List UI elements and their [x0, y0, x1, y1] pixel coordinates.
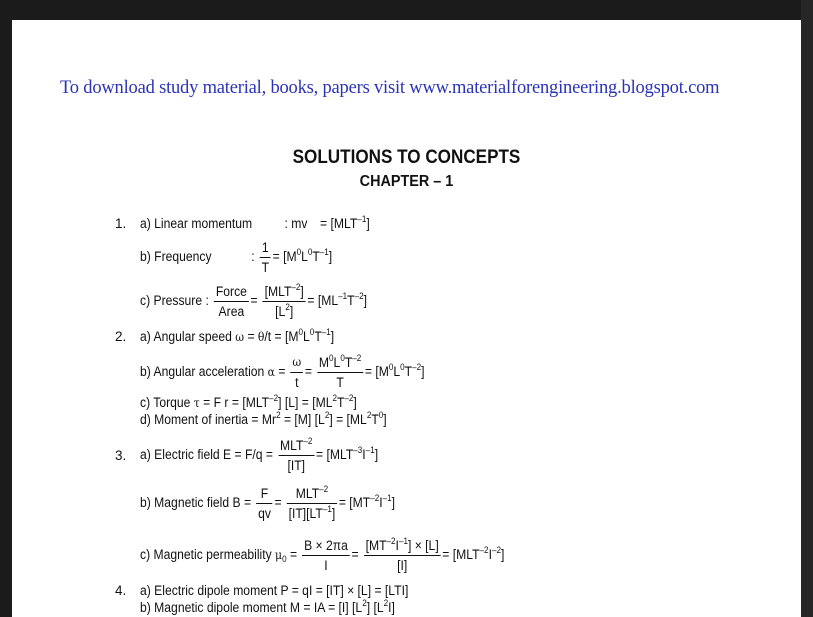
q3-a-electric-field: a) Electric field E = F/q = $\frac{MLT^{-2}}{[IT]}$ = $[MLT^{-3}I^{-1}]$ — [140, 436, 379, 473]
fraction-angular-acceleration-dimensions: $\frac{M^0L^0T^{-2}}{T}$ — [318, 353, 362, 390]
window-top-border — [0, 0, 813, 20]
fraction-1-over-t: $\frac{1}{T}$ — [261, 240, 269, 275]
fraction-magnetic-field-dimensions: $\frac{MLT^{-2}}{[IT][LT^{-1}]}$ — [288, 484, 336, 521]
window-right-border — [801, 0, 813, 617]
q2-b-angular-acceleration: b) Angular acceleration α = $\frac{\omega}{t}$ = $\frac{M^0L^0T^{-2}}{T}$ = $[M^0L^0T^{-2}]$ — [140, 353, 425, 390]
fraction-electric-field: $\frac{MLT^{-2}}{[IT]}$ — [280, 436, 313, 473]
q2-c-torque: c) Torque τ = F $r = [MLT^{-2}] [L] = [ML^2T^{-2}]$ — [140, 393, 357, 410]
q4-a-electric-dipole-moment: a) Electric dipole moment P = qI = [IT] × [L] = [LTI] — [140, 583, 409, 598]
download-banner-link[interactable]: To download study material, books, papers visit www.materialforengineering.blogspot.com — [60, 78, 720, 98]
chapter-heading: CHAPTER – 1 — [359, 173, 454, 190]
document-page — [12, 20, 801, 617]
q2-a-angular-speed: a) Angular speed $\omega = \theta/t = [M^0L^0T^{-1}]$ — [140, 327, 335, 344]
q1-a-linear-momentum: a) Linear momentum : mv = $[MLT^{-1}]$ — [140, 214, 370, 231]
fraction-f-over-qv: $\frac{F}{qv}$ — [258, 486, 271, 521]
q2-d-moment-of-inertia: d) Moment of inertia = $Mr^2 = [M] [L^2] = [ML^2T^0]$ — [140, 410, 387, 427]
question-number-3: 3. — [115, 448, 127, 463]
fraction-omega-over-t: $\frac{\omega}{t}$ — [292, 355, 302, 390]
q1-c-pressure: c) Pressure : $\frac{\text{Force}}{\text{Area}}$ = $\frac{[MLT^{-2}]}{[L^2]}$ = $[ML^{-1}T^{-2}]$ — [140, 282, 367, 319]
fraction-permeability-dimensions: $\frac{[MT^{-2}I^{-1}] \times [L]}{[I]}$ — [365, 536, 439, 573]
question-number-1: 1. — [115, 216, 127, 231]
question-number-2: 2. — [115, 329, 127, 344]
question-number-4: 4. — [115, 583, 127, 598]
q1-b-frequency: b) Frequency : $\frac{1}{T}$ = $[M^0L^0T^{-1}]$ — [140, 240, 333, 275]
fraction-pressure-dimensions: $\frac{[MLT^{-2}]}{[L^2]}$ — [264, 282, 304, 319]
q4-b-magnetic-dipole-moment: b) Magnetic dipole moment M = IA = [I] $[L^2]$ $[L^2I]$ — [140, 598, 395, 615]
q3-b-magnetic-field: b) Magnetic field B = $\frac{F}{qv}$ = $\frac{MLT^{-2}}{[IT][LT^{-1}]}$ = $[MT^{-2}I^{-1}]$ — [140, 484, 396, 521]
fraction-b-2pia-over-i: $\frac{B \times 2\pi a}{I}$ — [304, 538, 348, 573]
q3-c-magnetic-permeability: c) Magnetic permeability $\mu_0$ = $\frac{B \times 2\pi a}{I}$ = $\frac{[MT^{-2}I^{-1}] \times [L]}{[I]}$ = $[MLT^{-2}I^{-2}]$ — [140, 536, 505, 573]
fraction-force-over-area: $\frac{\text{Force}}{\text{Area}}$ — [215, 284, 247, 319]
window-left-border — [0, 0, 12, 617]
document-title: SOLUTIONS TO CONCEPTS — [292, 147, 521, 168]
